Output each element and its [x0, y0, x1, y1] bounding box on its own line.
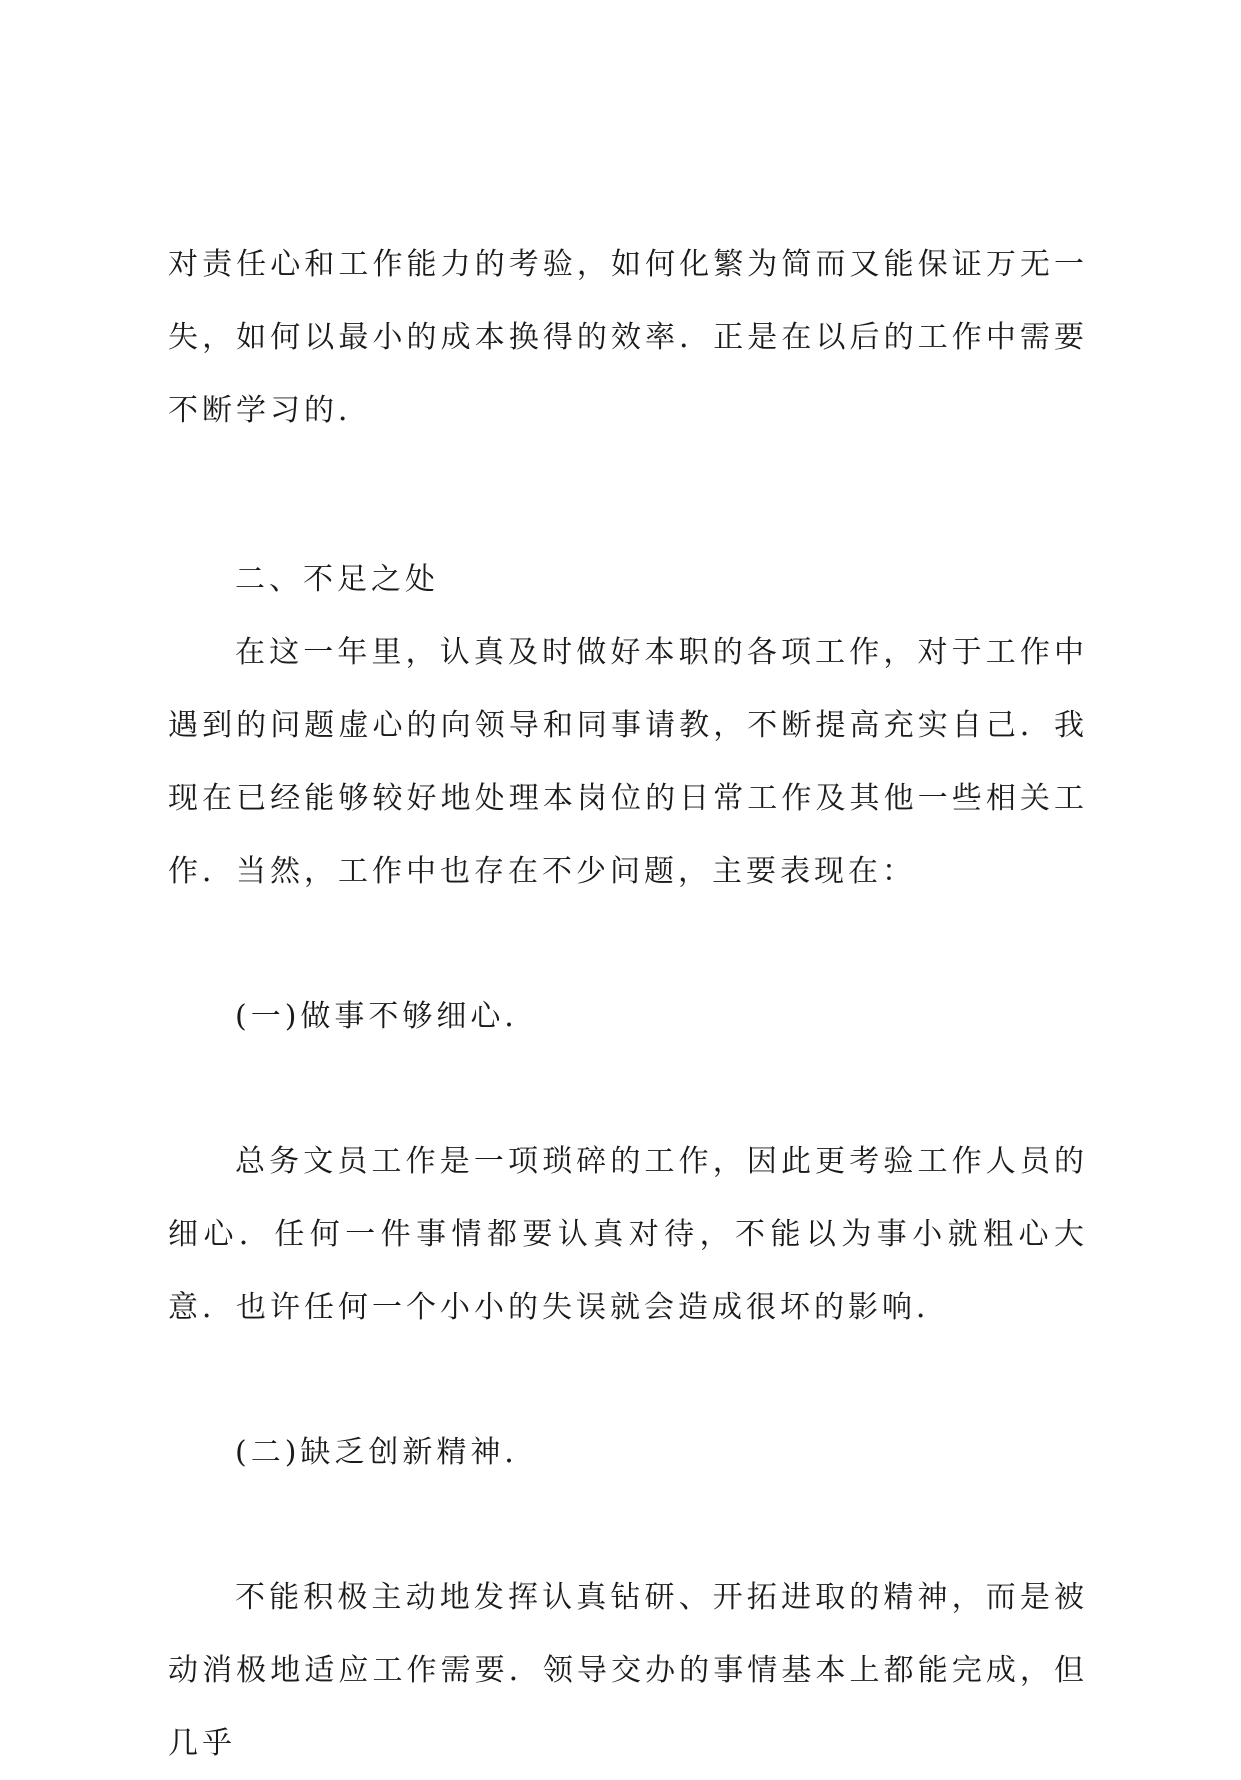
paragraph-careful: 总务文员工作是一项琐碎的工作，因此更考验工作人员的细心．任何一件事情都要认真对待，不能以为事小就粗心大意．也许任何一个小小的失误就会造成很坏的影响．	[168, 1144, 1088, 1325]
subheading-lack-innovation: (二)缺乏创新精神．	[235, 1435, 539, 1470]
spacer	[168, 447, 1088, 543]
paragraph-continuation: 对责任心和工作能力的考验，如何化繁为简而又能保证万无一失，如何以最小的成本换得的效率．正是在以后的工作中需要不断学习的．	[168, 247, 1088, 428]
paragraph-intro: 在这一年里，认真及时做好本职的各项工作，对于工作中遇到的问题虚心的向领导和同事请教，不断提高充实自己．我现在已经能够较好地处理本岗位的日常工作及其他一些相关工作．当然，工作中也存在不少问题，主要表现在：	[168, 635, 1088, 889]
spacer	[168, 1489, 1088, 1561]
section-heading-shortcomings: 二、不足之处	[235, 562, 439, 597]
paragraph-innovation: 不能积极主动地发挥认真钻研、开拓进取的精神，而是被动消极地适应工作需要．领导交办的事情基本上都能完成，但几乎	[168, 1580, 1088, 1761]
subheading-not-careful: (一)做事不够细心．	[235, 999, 539, 1034]
spacer	[168, 908, 1088, 980]
spacer	[168, 1344, 1088, 1416]
spacer	[168, 1053, 1088, 1125]
document-body	[168, 228, 1088, 1780]
